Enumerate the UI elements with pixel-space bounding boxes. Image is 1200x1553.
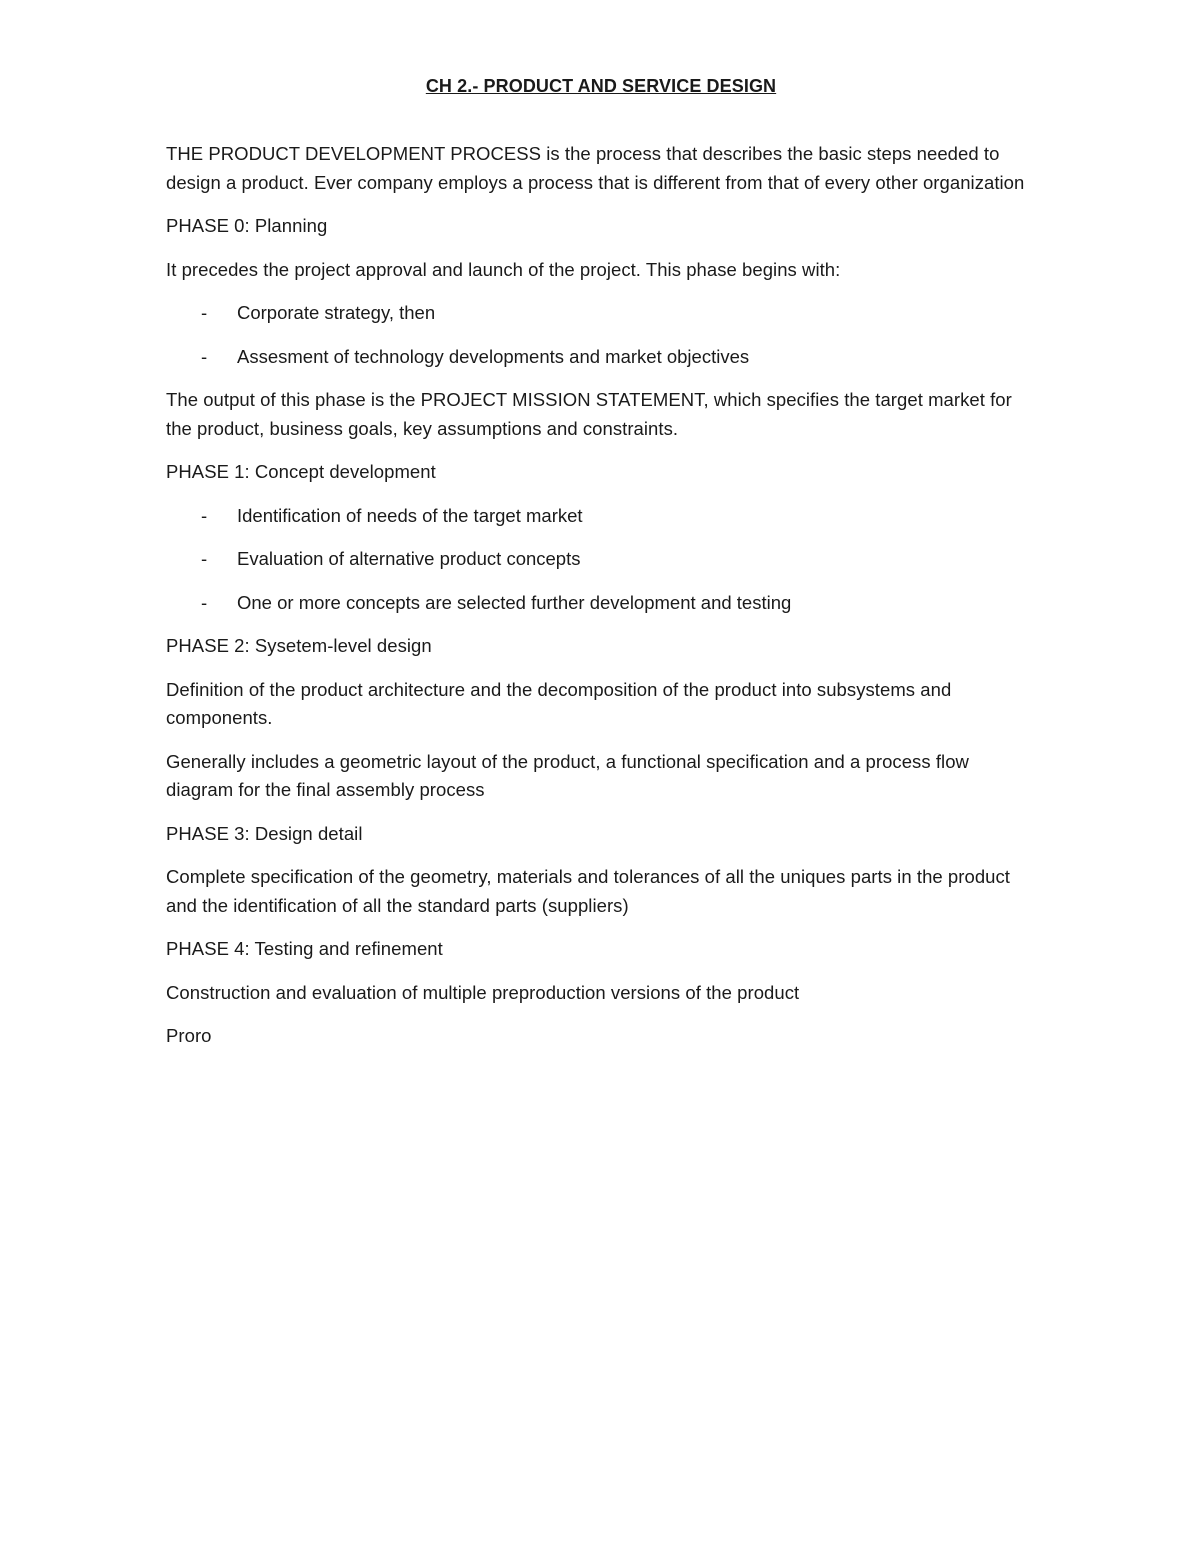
list-item-text: Identification of needs of the target market [237,504,583,526]
phase0-heading: PHASE 0: Planning [166,215,328,236]
phase4-text: Construction and evaluation of multiple preproduction versions of the product [166,981,800,1003]
trailing-text: Proro [166,1025,212,1046]
phase0-text: It precedes the project approval and launch of the project. This phase begins with: [166,258,841,280]
bullet-marker: - [201,345,208,367]
list-item-text: Assesment of technology developments and market objectives [237,345,750,367]
intro-paragraph: THE PRODUCT DEVELOPMENT PROCESS is the process that describes the basic steps needed to design a product. Ever company employs a process that is different from that of every other organization [166,143,1025,193]
document-title: CH 2.- PRODUCT AND SERVICE DESIGN [425,76,777,96]
bullet-marker: - [201,591,208,613]
list-item [166,545,1036,574]
phase2-heading: PHASE 2: Sysetem-level design [166,635,432,656]
document-body [166,72,1036,1066]
bullet-marker: - [201,504,208,526]
list-item-text: Evaluation of alternative product concepts [237,548,581,569]
phase3-text: Complete specification of the geometry, materials and tolerances of all the uniques parts in the product and the identification of all the standard parts (suppliers) [166,866,1010,916]
list-item [166,299,1036,328]
phase1-heading: PHASE 1: Concept development [166,461,436,482]
phase2-text-2: Generally includes a geometric layout of the product, a functional specification and a process flow diagram for the final assembly process [166,750,969,800]
bullet-marker: - [201,302,208,323]
phase0-bullet-list [166,299,1036,371]
phase4-heading: PHASE 4: Testing and refinement [166,938,443,959]
phase1-bullet-list [166,502,1036,618]
list-item-text: One or more concepts are selected further development and testing [237,591,792,613]
phase2-text-1: Definition of the product architecture and the decomposition of the product into subsystems and components. [166,678,952,728]
list-item [166,589,1036,618]
phase0-output: The output of this phase is the PROJECT MISSION STATEMENT, which specifies the target market for the product, business goals, key assumptions and constraints. [166,389,1012,439]
phase3-heading: PHASE 3: Design detail [166,822,363,844]
bullet-marker: - [201,548,208,569]
list-item [166,502,1036,531]
list-item-text: Corporate strategy, then [237,302,436,323]
list-item [166,343,1036,372]
